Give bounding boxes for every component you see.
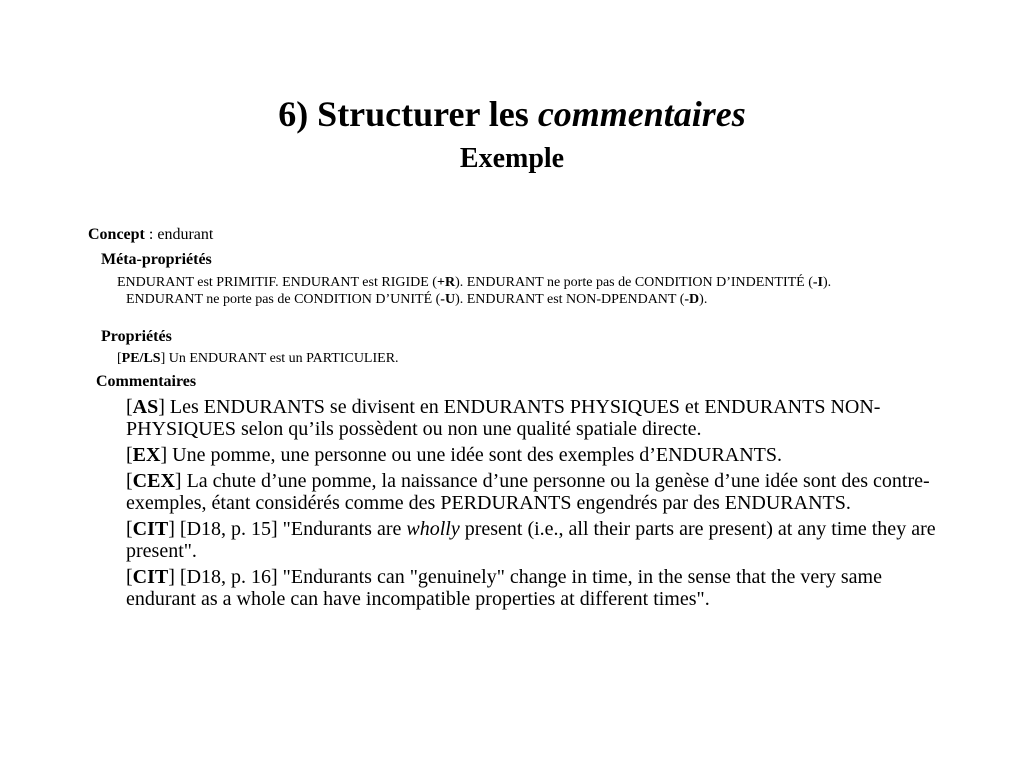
properties-tag: PE/LS bbox=[121, 351, 161, 366]
bracket-open: [ bbox=[126, 444, 133, 466]
comment-tag: CEX bbox=[132, 470, 175, 492]
meta-text-part: ). ENDURANT est NON-DPENDANT ( bbox=[455, 292, 685, 307]
concept-value: endurant bbox=[157, 226, 214, 243]
comment-item bbox=[126, 470, 956, 514]
comment-tag: EX bbox=[132, 444, 161, 466]
meta-unity-code: -U bbox=[440, 292, 456, 307]
concept-label: Concept bbox=[88, 226, 145, 243]
meta-text-part: ). ENDURANT ne porte pas de CONDITION D’INDENTITÉ ( bbox=[455, 275, 813, 290]
properties-heading: Propriétés bbox=[101, 328, 172, 345]
comment-emphasis: wholly bbox=[406, 518, 460, 540]
comment-text: La chute d’une pomme, la naissance d’une personne ou la genèse d’une idée sont des contre-exemples, étant considérés comme des PERDURANTS engendrés par des ENDURANTS. bbox=[126, 470, 930, 514]
meta-text-part: ). ENDURANT ne porte pas de CONDITION D’UNITÉ ( bbox=[126, 275, 832, 307]
slide-subtitle: Exemple bbox=[459, 143, 565, 174]
meta-text-part: ENDURANT est PRIMITIF. ENDURANT est RIGIDE ( bbox=[117, 275, 437, 290]
bracket-close: ] bbox=[160, 351, 166, 366]
comment-tag: AS bbox=[132, 396, 159, 418]
comment-item bbox=[126, 444, 956, 466]
comment-text: present (i.e., all their parts are present) at any time they are present". bbox=[126, 518, 936, 562]
slide-title bbox=[0, 92, 1024, 136]
bracket-close: ] bbox=[168, 518, 175, 540]
meta-rigid-code: +R bbox=[436, 275, 456, 290]
properties-statement: Un ENDURANT est un PARTICULIER. bbox=[165, 351, 399, 366]
meta-text-part: ). bbox=[699, 292, 708, 307]
bracket-open: [ bbox=[126, 518, 133, 540]
comments-heading: Commentaires bbox=[96, 373, 197, 390]
bracket-open: [ bbox=[117, 351, 122, 366]
title-prefix: 6) Structurer les bbox=[278, 94, 538, 134]
bracket-close: ] bbox=[160, 444, 168, 466]
comment-text: Les ENDURANTS se divisent en ENDURANTS PHYSIQUES et ENDURANTS NON-PHYSIQUES selon qu’ils possèdent ou non une qualité spatiale directe. bbox=[126, 396, 881, 440]
comment-text: Une pomme, une personne ou une idée sont des exemples d’ENDURANTS. bbox=[167, 444, 783, 466]
comments-list bbox=[126, 396, 956, 614]
comment-text: [D18, p. 15] "Endurants are bbox=[174, 518, 407, 540]
comment-text: [D18, p. 16] "Endurants can "genuinely" change in time, in the sense that the very same endurant as a whole can have incompatible properties at different times". bbox=[126, 566, 882, 610]
meta-properties-text bbox=[117, 274, 856, 308]
meta-identity-code: -I bbox=[812, 275, 824, 290]
meta-dependence-code: -D bbox=[684, 292, 700, 307]
properties-text bbox=[117, 350, 817, 367]
bracket-close: ] bbox=[158, 396, 165, 418]
bracket-open: [ bbox=[126, 396, 133, 418]
bracket-open: [ bbox=[126, 566, 133, 588]
bracket-open: [ bbox=[126, 470, 133, 492]
comment-item bbox=[126, 566, 956, 610]
meta-properties-heading: Méta-propriétés bbox=[101, 251, 212, 268]
comment-tag: CIT bbox=[132, 518, 169, 540]
concept-line bbox=[88, 225, 213, 245]
comment-tag: CIT bbox=[132, 566, 169, 588]
concept-separator: : bbox=[144, 226, 158, 243]
bracket-close: ] bbox=[174, 470, 182, 492]
comment-item bbox=[126, 518, 956, 562]
comment-item bbox=[126, 396, 956, 440]
title-emphasis: commentaires bbox=[537, 94, 746, 134]
bracket-close: ] bbox=[168, 566, 175, 588]
